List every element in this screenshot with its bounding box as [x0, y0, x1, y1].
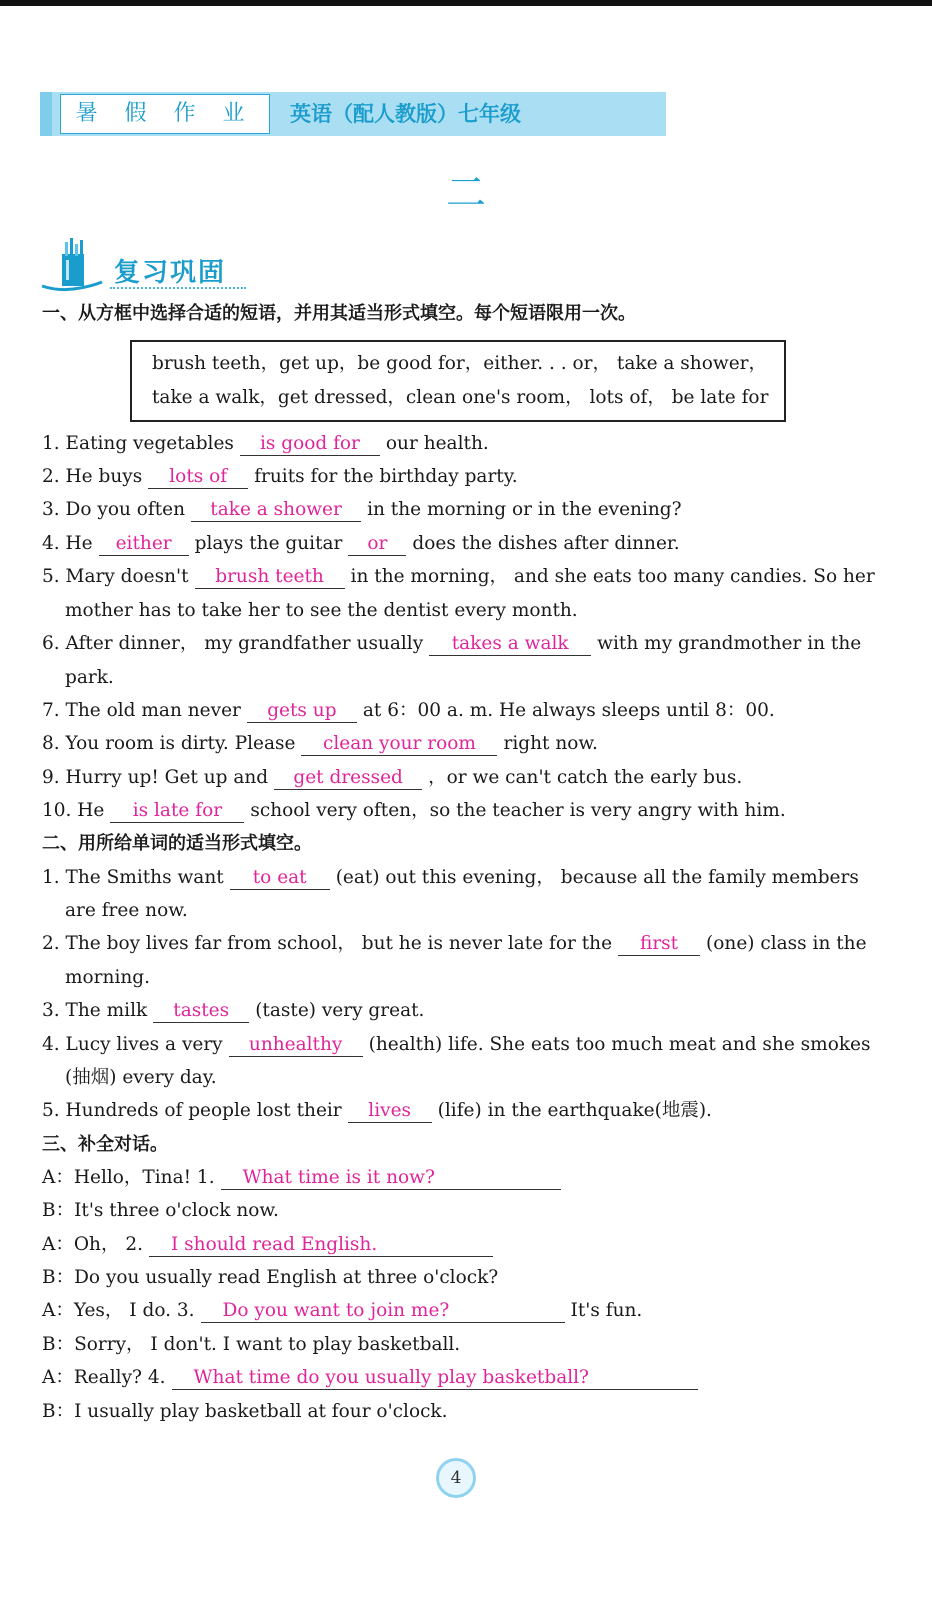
dialogue-line-2: B：It's three o'clock now. — [42, 1200, 279, 1221]
answer-blank: What time do you usually play basketball? — [172, 1367, 698, 1390]
answer-blank: is late for — [110, 800, 244, 823]
chapter-number: 二 — [446, 170, 486, 216]
top-edge-bar — [0, 0, 932, 6]
subject-label: 英语（配人教版）七年级 — [290, 102, 521, 126]
answer-blank: clean your room — [301, 733, 497, 756]
dialogue-text: A：Oh， 2. — [42, 1234, 143, 1255]
question-text: (eat) out this evening， because all the family members — [335, 867, 859, 888]
question-text: 9. Hurry up! Get up and — [42, 767, 269, 788]
question-text: does the dishes after dinner. — [412, 533, 680, 554]
question-1-5 — [42, 565, 892, 589]
pencil-cup-icon — [40, 236, 110, 292]
question-1-6-cont: park. — [65, 667, 114, 688]
question-1-6 — [42, 632, 892, 656]
question-text: 10. He — [42, 800, 105, 821]
dialogue-line-8: B：I usually play basketball at four o'clock. — [42, 1401, 448, 1422]
question-text: in the morning， and she eats too many candies. So her — [350, 566, 875, 587]
dialogue-line-1 — [42, 1166, 892, 1190]
question-text: (one) class in the — [706, 933, 867, 954]
question-text: with my grandmother in the — [597, 633, 862, 654]
question-text: in the morning or in the evening? — [367, 499, 682, 520]
question-1-8 — [42, 732, 892, 756]
section2-instruction: 二、用所给单词的适当形式填空。 — [42, 833, 312, 854]
question-2-1-cont: are free now. — [65, 900, 188, 921]
answer-blank: or — [348, 533, 406, 556]
question-text: (taste) very great. — [255, 1000, 425, 1021]
question-text: 5. Hundreds of people lost their — [42, 1100, 342, 1121]
question-text: (health) life. She eats too much meat and she smokes — [368, 1034, 871, 1055]
word-bank-line: brush teeth，get up，be good for，either. . . or， take a shower， — [152, 353, 767, 374]
question-1-3 — [42, 498, 892, 522]
answer-blank: unhealthy — [229, 1034, 363, 1057]
review-title: 复习巩固 — [114, 258, 227, 288]
question-1-9 — [42, 766, 892, 790]
review-underline — [110, 287, 246, 289]
answer-blank: gets up — [247, 700, 357, 723]
series-label: 暑 假 作 业 — [60, 94, 270, 134]
dialogue-line-4: B：Do you usually read English at three o'clock? — [42, 1267, 499, 1288]
question-1-10 — [42, 799, 892, 823]
answer-blank: Do you want to join me? — [201, 1300, 565, 1323]
section1-instruction: 一、从方框中选择合适的短语，并用其适当形式填空。每个短语限用一次。 — [42, 303, 636, 324]
question-text: 3. The milk — [42, 1000, 148, 1021]
answer-blank: tastes — [153, 1000, 249, 1023]
question-2-4 — [42, 1033, 892, 1057]
question-2-2 — [42, 932, 892, 956]
question-text: fruits for the birthday party. — [254, 466, 518, 487]
question-text: 1. The Smiths want — [42, 867, 224, 888]
question-text: at 6：00 a. m. He always sleeps until 8：00. — [362, 700, 775, 721]
answer-blank: lots of — [148, 466, 248, 489]
question-2-5 — [42, 1099, 892, 1123]
dialogue-text: A：Really? 4. — [42, 1367, 166, 1388]
question-2-4-cont: (抽烟) every day. — [65, 1067, 217, 1088]
dialogue-text: A：Yes， I do. 3. — [42, 1300, 195, 1321]
answer-blank: take a shower — [191, 499, 361, 522]
question-text: 3. Do you often — [42, 499, 186, 520]
answer-blank: either — [99, 533, 189, 556]
question-1-2 — [42, 465, 892, 489]
dialogue-line-7 — [42, 1366, 892, 1390]
answer-blank: first — [618, 933, 700, 956]
answer-blank: What time is it now? — [221, 1167, 561, 1190]
dialogue-line-5 — [42, 1299, 892, 1323]
answer-blank: takes a walk — [429, 633, 591, 656]
question-2-1 — [42, 866, 892, 890]
question-text: 5. Mary doesn't — [42, 566, 189, 587]
answer-blank: get dressed — [274, 767, 422, 790]
answer-blank: to eat — [230, 867, 330, 890]
question-text: 6. After dinner， my grandfather usually — [42, 633, 424, 654]
question-2-2-cont: morning. — [65, 967, 150, 988]
question-text: 2. The boy lives far from school， but he is never late for the — [42, 933, 613, 954]
question-text: our health. — [385, 433, 489, 454]
question-text: 4. Lucy lives a very — [42, 1034, 223, 1055]
answer-blank: brush teeth — [195, 566, 345, 589]
word-bank-line: take a walk，get dressed，clean one's room， lots of， be late for — [152, 387, 769, 408]
dialogue-line-3 — [42, 1233, 892, 1257]
answer-blank: is good for — [240, 433, 380, 456]
question-text: ，or we can't catch the early bus. — [428, 767, 743, 788]
question-1-7 — [42, 699, 892, 723]
question-text: plays the guitar — [194, 533, 343, 554]
question-1-1 — [42, 432, 892, 456]
dialogue-line-6: B：Sorry， I don't. I want to play basketball. — [42, 1334, 461, 1355]
section3-instruction: 三、补全对话。 — [42, 1134, 168, 1155]
header-band-strip — [40, 92, 52, 136]
dialogue-text: A：Hello，Tina! 1. — [42, 1167, 215, 1188]
question-text: (life) in the earthquake(地震). — [437, 1100, 712, 1121]
question-2-3 — [42, 999, 892, 1023]
question-text: 1. Eating vegetables — [42, 433, 234, 454]
question-text: 7. The old man never — [42, 700, 241, 721]
page-number: 4 — [436, 1458, 476, 1498]
question-text: 2. He buys — [42, 466, 143, 487]
question-1-4 — [42, 532, 892, 556]
dialogue-text: It's fun. — [570, 1300, 643, 1321]
question-text: 8. You room is dirty. Please — [42, 733, 296, 754]
answer-blank: lives — [348, 1100, 432, 1123]
answer-blank: I should read English. — [149, 1234, 493, 1257]
question-1-5-cont: mother has to take her to see the dentist every month. — [65, 600, 578, 621]
word-bank-box — [130, 340, 786, 422]
question-text: school very often，so the teacher is very angry with him. — [250, 800, 786, 821]
question-text: right now. — [503, 733, 598, 754]
question-text: 4. He — [42, 533, 93, 554]
